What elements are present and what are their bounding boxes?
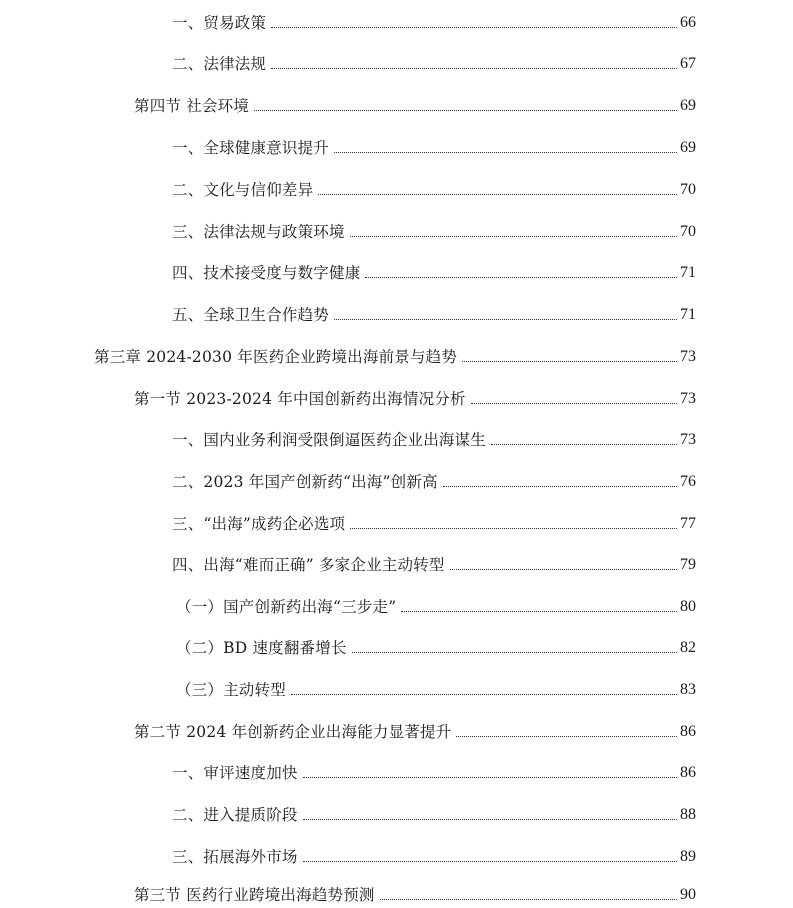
toc-entry-title: 二、文化与信仰差异 (172, 181, 314, 199)
dot-leader (365, 277, 677, 278)
toc-entry[interactable] (172, 212, 696, 242)
toc-entry-page: 86 (680, 764, 696, 781)
dot-leader (271, 27, 677, 28)
toc-entry[interactable] (172, 3, 696, 33)
dot-leader (491, 444, 677, 445)
toc-entry-title: 二、进入提质阶段 (172, 806, 298, 824)
toc-entry-title: 四、出海“难而正确” 多家企业主动转型 (172, 556, 445, 574)
dot-leader (456, 736, 677, 737)
toc-entry-title: 第四节 社会环境 (134, 97, 250, 115)
dot-leader (380, 899, 677, 900)
toc-entry[interactable] (176, 670, 696, 700)
toc-entry-title: 一、全球健康意识提升 (172, 139, 330, 157)
toc-entry-page: 80 (680, 598, 696, 615)
dot-leader (462, 361, 677, 362)
dot-leader (401, 611, 677, 612)
dot-leader (303, 777, 677, 778)
dot-leader (334, 152, 677, 153)
toc-entry[interactable] (134, 86, 696, 116)
dot-leader (334, 319, 677, 320)
dot-leader (303, 861, 677, 862)
toc-entry-page: 86 (680, 723, 696, 740)
toc-entry-page: 67 (680, 55, 696, 72)
toc-entry-title: （二）BD 速度翻番增长 (176, 639, 347, 657)
toc-entry[interactable] (172, 420, 696, 450)
toc-entry-page: 71 (680, 264, 696, 281)
toc-entry-title: 三、拓展海外市场 (172, 848, 298, 866)
toc-entry[interactable] (172, 545, 696, 575)
dot-leader (350, 236, 677, 237)
toc-entry[interactable] (172, 837, 696, 867)
toc-entry[interactable] (134, 712, 696, 742)
toc-entry-title: 二、法律法规 (172, 55, 267, 73)
toc-entry-title: 一、国内业务利润受限倒逼医药企业出海谋生 (172, 431, 487, 449)
toc-entry[interactable] (172, 44, 696, 74)
toc-entry[interactable] (134, 875, 696, 905)
toc-entry[interactable] (134, 379, 696, 409)
toc-entry[interactable] (172, 504, 696, 534)
toc-entry-title: 三、法律法规与政策环境 (172, 223, 345, 241)
dot-leader (471, 403, 677, 404)
toc-entry[interactable] (172, 795, 696, 825)
toc-entry-page: 73 (680, 390, 696, 407)
dot-leader (352, 652, 677, 653)
toc-entry-title: 二、2023 年国产创新药“出海”创新高 (172, 473, 438, 491)
toc-entry-title: 三、“出海”成药企必选项 (172, 515, 346, 533)
toc-entry-page: 73 (680, 431, 696, 448)
toc-entry-page: 89 (680, 848, 696, 865)
toc-entry[interactable] (172, 170, 696, 200)
toc-entry-title: 一、审评速度加快 (172, 764, 298, 782)
toc-entry-page: 83 (680, 681, 696, 698)
dot-leader (303, 819, 677, 820)
toc-entry-page: 79 (680, 556, 696, 573)
dot-leader (254, 110, 677, 111)
toc-entry-title: 一、贸易政策 (172, 14, 267, 32)
toc-entry[interactable] (94, 337, 696, 367)
toc-entry-title: 第二节 2024 年创新药企业出海能力显著提升 (134, 723, 452, 741)
toc-entry-page: 71 (680, 306, 696, 323)
toc-entry-title: 四、技术接受度与数字健康 (172, 264, 361, 282)
toc-entry[interactable] (176, 587, 696, 617)
toc-entry[interactable] (172, 253, 696, 283)
toc-entry-title: 第一节 2023-2024 年中国创新药出海情况分析 (134, 390, 466, 408)
toc-entry-page: 70 (680, 223, 696, 240)
toc-entry-title: （一）国产创新药出海“三步走” (176, 598, 397, 616)
toc-entry-title: 第三节 医药行业跨境出海趋势预测 (134, 886, 375, 904)
toc-entry-page: 69 (680, 97, 696, 114)
toc-entry[interactable] (172, 753, 696, 783)
toc-entry-page: 82 (680, 639, 696, 656)
toc-entry-page: 70 (680, 181, 696, 198)
toc-entry[interactable] (172, 295, 696, 325)
toc-entry-page: 69 (680, 139, 696, 156)
toc-entry-page: 66 (680, 14, 696, 31)
toc-entry[interactable] (172, 462, 696, 492)
dot-leader (443, 486, 677, 487)
dot-leader (291, 694, 677, 695)
dot-leader (271, 68, 677, 69)
dot-leader (450, 569, 677, 570)
toc-entry-page: 90 (680, 886, 696, 903)
toc-entry-title: 五、全球卫生合作趋势 (172, 306, 330, 324)
toc-entry-page: 73 (680, 348, 696, 365)
toc-entry-title: 第三章 2024-2030 年医药企业跨境出海前景与趋势 (94, 348, 458, 366)
dot-leader (350, 528, 677, 529)
toc-entry-page: 77 (680, 515, 696, 532)
toc-entry-title: （三）主动转型 (176, 681, 286, 699)
dot-leader (318, 194, 677, 195)
toc-entry-page: 76 (680, 473, 696, 490)
toc-entry-page: 88 (680, 806, 696, 823)
toc-entry[interactable] (176, 628, 696, 658)
toc-entry[interactable] (172, 128, 696, 158)
